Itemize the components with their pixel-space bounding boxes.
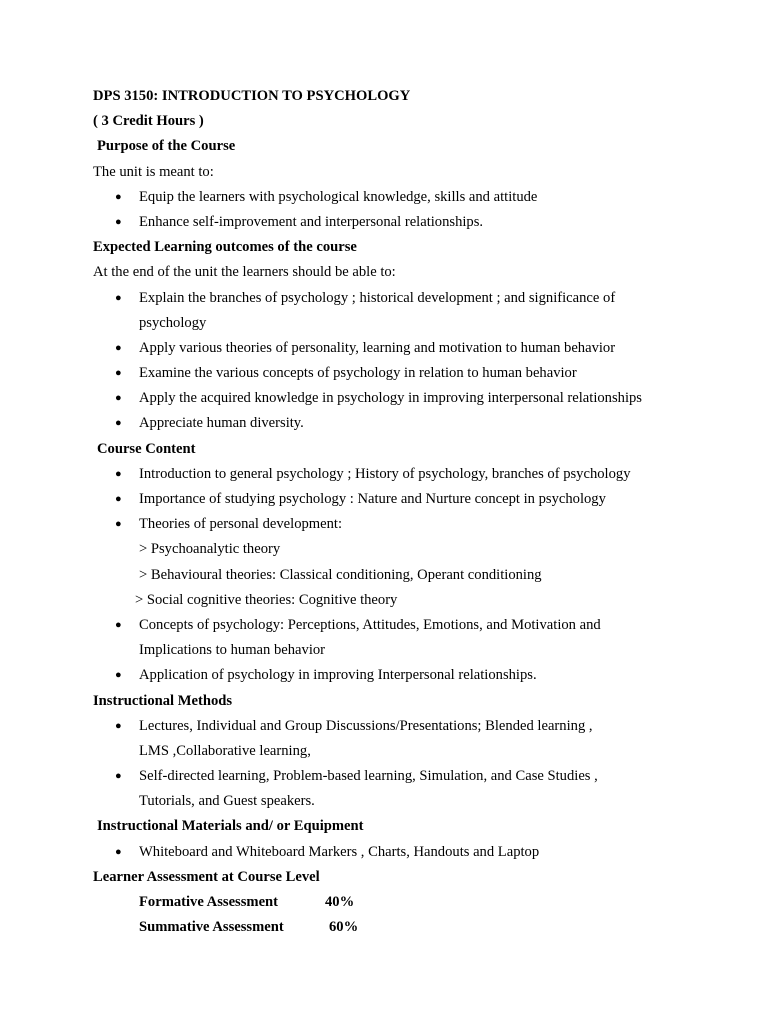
formative-row	[93, 890, 733, 915]
bullet-icon: ●	[115, 845, 122, 858]
assessment-heading: Learner Assessment at Course Level	[93, 868, 320, 885]
content-heading: Course Content	[97, 440, 196, 457]
formative-label: Formative Assessment	[139, 894, 279, 910]
summative-label: Summative Assessment	[139, 919, 284, 936]
bullet-icon: ●	[115, 467, 122, 480]
list-item: ● Apply the acquired knowledge in psychology in improving interpersonal relationships	[93, 386, 733, 411]
course-title: DPS 3150: INTRODUCTION TO PSYCHOLOGY	[93, 88, 411, 104]
bullet-icon: ●	[115, 190, 122, 203]
purpose-intro: The unit is meant to:	[93, 163, 214, 180]
bullet-icon: ●	[115, 770, 122, 783]
list-item-continuation: psychology	[139, 314, 207, 331]
formative-value: 40%	[325, 894, 355, 910]
list-item: ● Examine the various concepts of psychology in relation to human behavior	[93, 361, 733, 386]
list-item: ● Enhance self-improvement and interpersonal relationships.	[93, 210, 733, 235]
list-item-continuation: Tutorials, and Guest speakers.	[139, 793, 315, 810]
list-item: ● Application of psychology in improving Interpersonal relationships.	[93, 663, 733, 688]
list-item-continuation: LMS ,Collaborative learning,	[139, 742, 311, 759]
materials-heading: Instructional Materials and/ or Equipment	[97, 818, 364, 835]
document-page	[93, 84, 733, 940]
list-item: ● Importance of studying psychology : Nature and Nurture concept in psychology	[93, 487, 733, 512]
list-item: ● Explain the branches of psychology ; historical development ; and significance of	[93, 286, 733, 311]
list-item: ● Whiteboard and Whiteboard Markers , Charts, Handouts and Laptop	[93, 840, 733, 865]
sub-item: > Behavioural theories: Classical conditioning, Operant conditioning	[139, 566, 542, 583]
methods-heading: Instructional Methods	[93, 692, 233, 709]
bullet-icon: ●	[115, 618, 122, 631]
outcomes-heading: Expected Learning outcomes of the course	[93, 239, 357, 256]
list-item: ● Concepts of psychology: Perceptions, Attitudes, Emotions, and Motivation and	[93, 613, 733, 638]
summative-row	[93, 915, 733, 940]
bullet-icon: ●	[115, 719, 122, 732]
list-item: ● Appreciate human diversity.	[93, 411, 733, 436]
sub-item: > Psychoanalytic theory	[139, 541, 281, 558]
bullet-icon: ●	[115, 392, 122, 405]
list-item: ● Equip the learners with psychological knowledge, skills and attitude	[93, 185, 733, 210]
list-item: ● Self-directed learning, Problem-based learning, Simulation, and Case Studies ,	[93, 764, 733, 789]
bullet-icon: ●	[115, 215, 122, 228]
list-item-continuation: Implications to human behavior	[139, 642, 326, 659]
sub-item: > Social cognitive theories: Cognitive theory	[135, 591, 398, 608]
list-item: ● Apply various theories of personality, learning and motivation to human behavior	[93, 336, 733, 361]
bullet-icon: ●	[115, 291, 122, 304]
bullet-icon: ●	[115, 669, 122, 682]
credit-hours: ( 3 Credit Hours )	[93, 113, 204, 130]
list-item: ● Theories of personal development:	[93, 512, 733, 537]
summative-value: 60%	[329, 919, 359, 936]
list-item: ● Introduction to general psychology ; History of psychology, branches of psychology	[93, 462, 733, 487]
bullet-icon: ●	[115, 518, 122, 531]
purpose-heading: Purpose of the Course	[97, 138, 236, 155]
list-item: ● Lectures, Individual and Group Discussions/Presentations; Blended learning ,	[93, 714, 733, 739]
bullet-icon: ●	[115, 341, 122, 354]
bullet-icon: ●	[115, 493, 122, 505]
bullet-icon: ●	[115, 367, 122, 380]
bullet-icon: ●	[115, 417, 122, 430]
outcomes-intro: At the end of the unit the learners should be able to:	[93, 264, 396, 281]
